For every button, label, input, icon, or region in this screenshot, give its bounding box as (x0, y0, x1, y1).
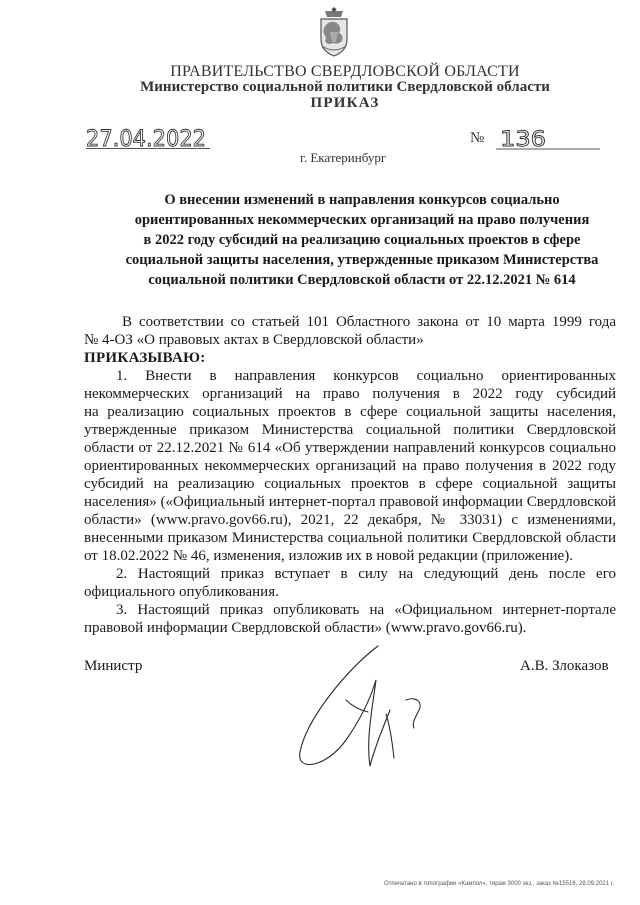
title-line: в 2022 году субсидий на реализацию социальных проектов в сфере (143, 232, 581, 248)
item-1-line: некоммерческих организаций на право получения в 2022 году субсидий (84, 386, 616, 402)
order-body (84, 313, 616, 637)
svg-text:27.04.2022: 27.04.2022 (86, 127, 206, 152)
handwritten-signature (286, 640, 456, 780)
item-1-line: от 18.02.2022 № 46, изменения, изложив их в новой редакции (приложение). (84, 548, 573, 564)
title-line: социальной политики Свердловской области от 22.12.2021 № 614 (148, 272, 576, 288)
item-1-line: области» (www.pravo.gov66.ru), 2021, 22 декабря, № 33031) с изменениями, (84, 512, 616, 528)
svg-text:136: 136 (500, 127, 546, 151)
signatory-name: А.В. Злоказов (520, 658, 609, 674)
coat-of-arms-emblem (314, 6, 354, 58)
item-1-line: субсидий на реализацию социальных проектов в сфере социальной защиты (84, 476, 616, 492)
item-1-line: внесенными приказом Министерства социальной политики Свердловской области (84, 530, 616, 546)
preamble-line: В соответствии со статьей 101 Областного закона от 10 марта 1999 года (122, 314, 616, 330)
item-1-line: утвержденные приказом Министерства социальной политики Свердловской (84, 422, 616, 438)
date-underline (86, 148, 210, 149)
item-1-line: населения» («Официальный интернет-портал правовой информации Свердловской (84, 494, 616, 510)
document-type-heading: ПРИКАЗ (310, 95, 380, 111)
title-line: ориентированных некоммерческих организаций на право получения (134, 212, 590, 228)
item-1-line: области от 22.12.2021 № 614 «Об утверждении направлений конкурсов социально (84, 440, 616, 456)
number-sign: № (470, 130, 485, 146)
signatory-position: Министр (84, 658, 143, 674)
title-line: О внесении изменений в направления конкурсов социально (164, 192, 560, 208)
item-2-line: 2. Настоящий приказ вступает в силу на следующий день после его (116, 566, 616, 582)
item-2-line: официального опубликования. (84, 584, 279, 600)
handwritten-number (496, 124, 602, 152)
ministry-heading: Министерство социальной политики Свердловской области (140, 79, 550, 95)
item-3-line: 3. Настоящий приказ опубликовать на «Официальном интернет-портале (116, 602, 616, 618)
item-1-line: на реализацию социальных проектов в сфере социальной защиты населения, (84, 404, 616, 420)
order-title (86, 190, 638, 290)
preamble-line: № 4-ОЗ «О правовых актах в Свердловской области» (84, 332, 424, 348)
title-line: социальной защиты населения, утвержденные приказом Министерства (125, 252, 599, 268)
item-1-line: 1. Внести в направления конкурсов социально ориентированных (116, 368, 616, 384)
government-heading: ПРАВИТЕЛЬСТВО СВЕРДЛОВСКОЙ ОБЛАСТИ (170, 63, 520, 80)
print-footer: Отпечатано в типографии «Кампол», тираж 3000 экз., заказ №15516, 28.09.2021 г. (384, 881, 614, 887)
item-3-line: правовой информации Свердловской области» (www.pravo.gov66.ru). (84, 620, 527, 636)
item-1-line: ориентированных некоммерческих организаций на право получения в 2022 году (84, 458, 616, 474)
decree-word: ПРИКАЗЫВАЮ: (84, 350, 206, 366)
city-label: г. Екатеринбург (300, 150, 387, 165)
